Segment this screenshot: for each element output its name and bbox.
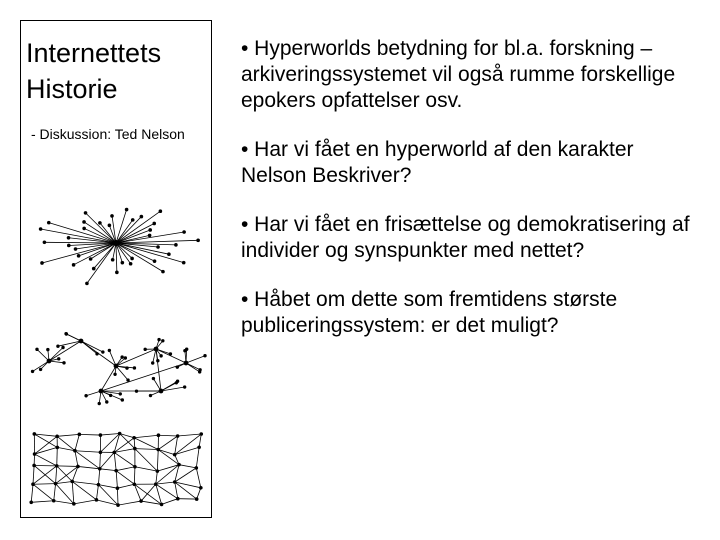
decentralized-network: [31, 332, 207, 405]
network-node: [148, 228, 152, 232]
network-link: [31, 484, 33, 502]
network-node: [133, 482, 137, 486]
network-node: [133, 366, 136, 369]
network-node: [84, 211, 88, 215]
network-node: [29, 500, 33, 504]
network-node: [176, 380, 179, 383]
network-link: [33, 465, 34, 484]
network-link: [117, 488, 118, 505]
network-link: [42, 243, 116, 263]
network-link: [156, 471, 158, 484]
network-node: [84, 394, 87, 397]
bullet-item: • Hyperworlds betydning for bl.a. forskning – arkiveringssystemet vil også rumme forskellige epokers opfattelser osv.: [241, 37, 676, 112]
network-link: [175, 447, 199, 454]
network-node: [177, 463, 181, 467]
network-link: [158, 435, 177, 436]
network-link: [101, 363, 186, 391]
network-node: [116, 503, 120, 507]
network-node: [197, 445, 201, 449]
network-link: [79, 434, 100, 435]
network-node: [73, 449, 77, 453]
network-node: [184, 361, 189, 366]
network-node: [72, 502, 76, 506]
network-node: [105, 400, 108, 403]
network-link: [57, 466, 72, 482]
network-node: [98, 221, 102, 225]
network-node: [139, 499, 143, 503]
network-link: [100, 469, 116, 471]
network-node: [52, 499, 56, 503]
network-link: [179, 465, 196, 468]
network-node: [46, 348, 49, 351]
network-node: [82, 227, 86, 231]
network-node: [99, 433, 103, 437]
network-node: [31, 482, 35, 486]
network-node: [119, 392, 122, 395]
network-node: [203, 354, 206, 357]
network-node: [154, 347, 159, 352]
network-node: [72, 263, 76, 267]
network-node: [95, 352, 98, 355]
network-node: [108, 349, 111, 352]
network-link: [100, 452, 114, 468]
network-link: [156, 482, 175, 484]
network-node: [143, 348, 146, 351]
network-link: [197, 488, 201, 499]
network-node: [148, 234, 152, 238]
network-node: [110, 214, 114, 218]
network-link: [96, 485, 98, 500]
network-node: [61, 346, 64, 349]
network-node: [131, 218, 135, 222]
network-node: [54, 482, 58, 486]
network-node: [152, 377, 155, 380]
network-link: [134, 467, 135, 484]
network-node: [176, 365, 179, 368]
network-node: [78, 433, 82, 437]
network-link: [158, 436, 177, 450]
network-node: [121, 261, 125, 265]
network-node: [156, 448, 160, 452]
network-node: [39, 227, 43, 231]
network-link: [158, 450, 174, 455]
network-node: [156, 469, 160, 473]
network-node: [79, 339, 84, 344]
network-node: [89, 257, 93, 261]
centralized-network: [39, 208, 200, 285]
network-node: [31, 370, 34, 373]
network-node: [199, 486, 203, 490]
network-link: [81, 341, 103, 352]
network-node: [173, 453, 177, 457]
network-node: [47, 221, 51, 225]
network-node: [161, 270, 165, 274]
network-node: [118, 432, 122, 436]
network-node: [109, 394, 112, 397]
network-node: [196, 239, 200, 243]
network-link: [54, 501, 74, 504]
network-link: [186, 363, 200, 372]
network-node: [56, 345, 59, 348]
network-link: [157, 450, 158, 472]
network-node: [121, 398, 124, 401]
network-node: [156, 359, 159, 362]
network-node: [76, 465, 80, 469]
network-node: [195, 497, 199, 501]
network-node: [115, 271, 119, 275]
network-node: [167, 252, 171, 256]
network-node: [133, 447, 137, 451]
network-link: [116, 243, 117, 272]
network-node: [95, 498, 99, 502]
network-link: [35, 454, 57, 466]
network-node: [159, 389, 164, 394]
network-link: [100, 452, 101, 469]
network-node: [154, 482, 158, 486]
network-link: [33, 484, 54, 501]
network-link: [57, 447, 58, 465]
network-link: [116, 467, 135, 471]
network-link: [114, 452, 116, 470]
network-node: [70, 480, 74, 484]
bullet-list: [241, 36, 701, 362]
network-node: [67, 236, 71, 240]
network-node: [67, 244, 71, 248]
network-link: [196, 468, 201, 488]
slide-title: Internettets Historie: [26, 38, 162, 104]
network-link: [75, 451, 78, 467]
network-node: [47, 359, 52, 364]
network-node: [183, 385, 186, 388]
network-link: [116, 243, 163, 272]
network-link: [56, 466, 57, 484]
network-node: [55, 434, 59, 438]
network-node: [74, 247, 78, 251]
network-link: [57, 434, 79, 436]
network-node: [55, 446, 59, 450]
network-link: [72, 481, 74, 503]
network-node: [99, 450, 103, 454]
distributed-network: [29, 432, 203, 507]
network-link: [141, 501, 161, 504]
network-node: [32, 464, 36, 468]
network-node: [157, 433, 161, 437]
network-node: [64, 332, 67, 335]
subtitle: - Diskussion: Ted Nelson: [31, 126, 185, 142]
network-node: [124, 356, 127, 359]
network-node: [39, 368, 42, 371]
network-node: [97, 483, 101, 487]
network-node: [176, 434, 180, 438]
network-node: [98, 402, 101, 405]
network-link: [175, 436, 178, 455]
network-link: [96, 500, 118, 505]
network-link: [56, 484, 74, 504]
network-node: [33, 452, 37, 456]
network-node: [116, 486, 120, 490]
network-link: [162, 499, 178, 505]
network-node: [40, 261, 44, 265]
network-link: [31, 501, 54, 503]
network-node: [140, 215, 144, 219]
network-node: [92, 267, 96, 271]
network-node: [113, 240, 119, 246]
network-link: [66, 334, 81, 341]
network-link: [54, 484, 56, 501]
network-node: [114, 364, 119, 369]
network-link: [134, 435, 158, 438]
network-node: [133, 465, 137, 469]
network-node: [151, 361, 154, 364]
network-node: [57, 357, 60, 360]
network-link: [118, 501, 141, 505]
network-node: [85, 282, 89, 286]
network-node: [195, 466, 199, 470]
network-link: [135, 449, 158, 450]
network-link: [186, 356, 205, 363]
network-node: [156, 245, 160, 249]
network-node: [35, 348, 38, 351]
network-link: [116, 471, 134, 485]
network-node: [152, 222, 156, 226]
bullet-item: • Håbet om dette som fremtidens største publiceringssystem: er det muligt?: [241, 288, 618, 337]
network-node: [160, 503, 164, 507]
network-link: [75, 434, 79, 450]
network-link: [101, 366, 116, 391]
network-link: [134, 438, 158, 450]
network-node: [173, 480, 177, 484]
network-node: [33, 432, 37, 436]
network-node: [77, 254, 81, 258]
network-node: [114, 469, 118, 473]
network-diagrams: [21, 191, 211, 518]
network-node: [62, 361, 65, 364]
network-node: [176, 497, 180, 501]
network-node: [153, 259, 157, 263]
network-node: [43, 241, 47, 245]
bullet-item: • Har vi fået en hyperworld af den karakter Nelson Beskriver?: [241, 138, 634, 187]
network-node: [55, 464, 59, 468]
network-node: [98, 467, 102, 471]
network-link: [74, 500, 97, 504]
network-node: [132, 436, 136, 440]
network-node: [120, 355, 123, 358]
network-node: [135, 389, 138, 392]
network-node: [82, 220, 86, 224]
network-node: [182, 230, 186, 234]
network-node: [101, 350, 104, 353]
network-node: [157, 338, 160, 341]
network-link: [57, 466, 78, 467]
network-node: [161, 339, 164, 342]
network-link: [57, 436, 75, 450]
network-node: [125, 208, 129, 212]
network-node: [199, 432, 203, 436]
network-node: [99, 389, 104, 394]
network-node: [130, 257, 134, 261]
network-node: [111, 258, 115, 262]
network-link: [33, 484, 56, 485]
network-link: [87, 243, 116, 283]
network-link: [75, 451, 100, 453]
network-link: [116, 471, 117, 489]
network-node: [112, 451, 116, 455]
network-link: [196, 447, 199, 468]
network-node: [149, 394, 152, 397]
network-link: [178, 434, 202, 436]
network-link: [199, 434, 201, 447]
network-link: [114, 452, 135, 466]
network-link: [98, 469, 99, 485]
network-link: [49, 347, 63, 361]
network-node: [159, 354, 162, 357]
network-node: [174, 243, 178, 247]
network-link: [35, 447, 58, 454]
network-node: [126, 378, 129, 381]
network-link: [44, 242, 116, 243]
network-link: [100, 434, 119, 436]
network-node: [129, 262, 133, 266]
network-node: [113, 373, 116, 376]
title-panel: [20, 20, 212, 518]
network-link: [49, 341, 81, 361]
network-node: [198, 370, 201, 373]
network-node: [169, 352, 172, 355]
network-link: [117, 484, 134, 488]
network-node: [183, 349, 186, 352]
network-node: [108, 224, 112, 228]
network-node: [159, 209, 163, 213]
bullet-item: • Har vi fået en frisættelse og demokratisering af individer og synspunkter med nettet?: [241, 213, 690, 262]
network-node: [182, 261, 186, 265]
